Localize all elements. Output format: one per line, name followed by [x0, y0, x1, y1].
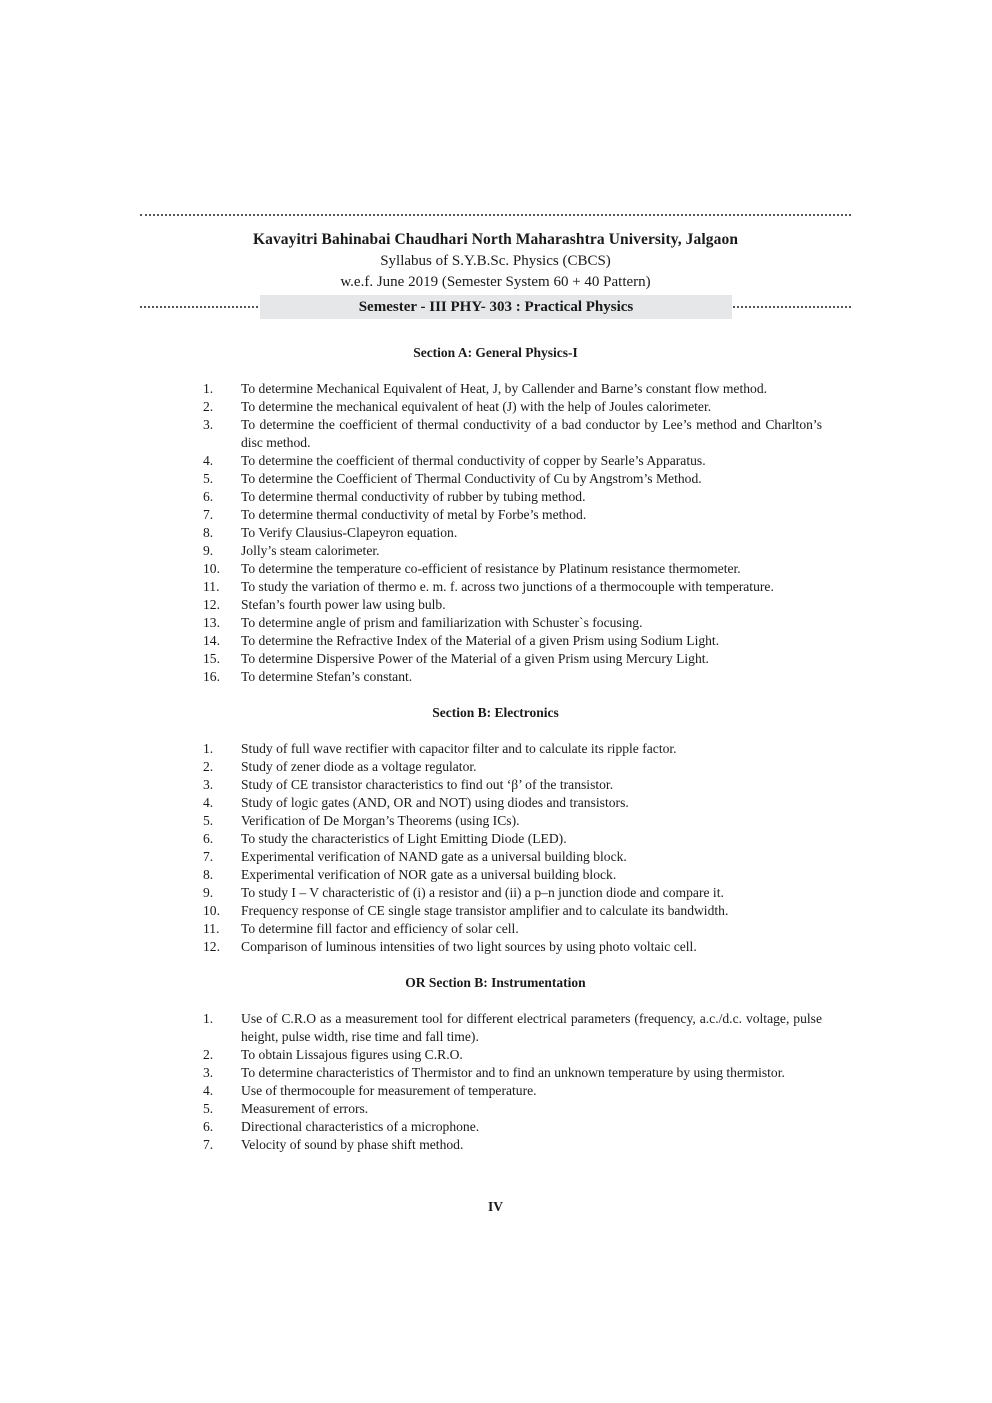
section-a-title: Section A: General Physics-I [413, 345, 578, 360]
list-item: 3. To determine characteristics of Thermistor and to find an unknown temperature by using thermistor. [203, 1065, 785, 1080]
list-item: 4. Use of thermocouple for measurement of temperature. [203, 1083, 537, 1098]
list-item: 1. To determine Mechanical Equivalent of Heat, J, by Callender and Barne’s constant flow method. [203, 381, 768, 396]
list-item: 9. Jolly’s steam calorimeter. [203, 543, 380, 558]
page-number: IV [487, 1199, 503, 1214]
list-item: 8. Experimental verification of NOR gate as a universal building block. [203, 867, 617, 882]
list-item: 10. To determine the temperature co-efficient of resistance by Platinum resistance thermometer. [203, 561, 741, 576]
list-item: 15. To determine Dispersive Power of the Material of a given Prism using Mercury Light. [203, 651, 709, 666]
list-item: 8. To Verify Clausius-Clapeyron equation. [203, 525, 458, 540]
list-item: 7. To determine thermal conductivity of metal by Forbe’s method. [203, 507, 587, 522]
section-b-list [200, 740, 822, 956]
list-item: 14. To determine the Refractive Index of the Material of a given Prism using Sodium Light. [203, 633, 720, 648]
list-item: 7. Experimental verification of NAND gate as a universal building block. [203, 849, 627, 864]
list-item: 5. Measurement of errors. [203, 1101, 369, 1116]
list-item: 11. To determine fill factor and efficiency of solar cell. [203, 921, 519, 936]
semester-banner [140, 295, 851, 319]
section-b-title: Section B: Electronics [432, 705, 559, 720]
list-item: 4. To determine the coefficient of thermal conductivity of copper by Searle’s Apparatus. [203, 453, 706, 468]
top-dotted-rule [140, 214, 851, 216]
list-item: 13. To determine angle of prism and familiarization with Schuster`s focusing. [203, 615, 643, 630]
list-item: 12. Comparison of luminous intensities of two light sources by using photo voltaic cell. [203, 939, 697, 954]
section-a-list [200, 380, 822, 686]
list-item: 7. Velocity of sound by phase shift method. [203, 1137, 464, 1152]
section-instrumentation-title: OR Section B: Instrumentation [405, 975, 586, 990]
semester-title: Semester - III PHY- 303 : Practical Physics [260, 295, 732, 319]
list-item: 4. Study of logic gates (AND, OR and NOT) using diodes and transistors. [203, 795, 629, 810]
document-header [140, 229, 851, 293]
list-item: 9. To study I – V characteristic of (i) a resistor and (ii) a p–n junction diode and compare it. [203, 885, 724, 900]
list-item: 6. To determine thermal conductivity of rubber by tubing method. [203, 489, 586, 504]
list-item: 10. Frequency response of CE single stage transistor amplifier and to calculate its bandwidth. [203, 903, 729, 918]
list-item: 2. To obtain Lissajous figures using C.R.O. [203, 1047, 463, 1062]
semester-dots-left [140, 306, 258, 308]
list-item: 12. Stefan’s fourth power law using bulb. [203, 597, 446, 612]
list-item: 11. To study the variation of thermo e. m. f. across two junctions of a thermocouple with temperature. [203, 579, 774, 594]
section-instrumentation-list [200, 1010, 822, 1154]
list-item: 1. Use of C.R.O as a measurement tool for different electrical parameters (frequency, a.c./d.c. voltage, pulse height, pulse width, rise time and fall time). [203, 1011, 822, 1044]
list-item: 2. Study of zener diode as a voltage regulator. [203, 759, 477, 774]
effective-date: w.e.f. June 2019 (Semester System 60 + 40 Pattern) [340, 274, 651, 290]
list-item: 5. Verification of De Morgan’s Theorems (using ICs). [203, 813, 520, 828]
list-item: 16. To determine Stefan’s constant. [203, 669, 413, 684]
list-item: 6. To study the characteristics of Light Emitting Diode (LED). [203, 831, 567, 846]
list-item: 2. To determine the mechanical equivalent of heat (J) with the help of Joules calorimeter. [203, 399, 712, 414]
university-name: Kavayitri Bahinabai Chaudhari North Maharashtra University, Jalgaon [252, 231, 739, 248]
list-item: 1. Study of full wave rectifier with capacitor filter and to calculate its ripple factor. [203, 741, 677, 756]
list-item: 5. To determine the Coefficient of Thermal Conductivity of Cu by Angstrom’s Method. [203, 471, 702, 486]
list-item: 3. To determine the coefficient of thermal conductivity of a bad conductor by Lee’s method and Charlton’s disc method. [203, 417, 822, 450]
list-item: 6. Directional characteristics of a microphone. [203, 1119, 480, 1134]
syllabus-title: Syllabus of S.Y.B.Sc. Physics (CBCS) [380, 253, 611, 269]
list-item: 3. Study of CE transistor characteristics to find out ‘β’ of the transistor. [203, 777, 614, 792]
semester-dots-right [733, 306, 851, 308]
